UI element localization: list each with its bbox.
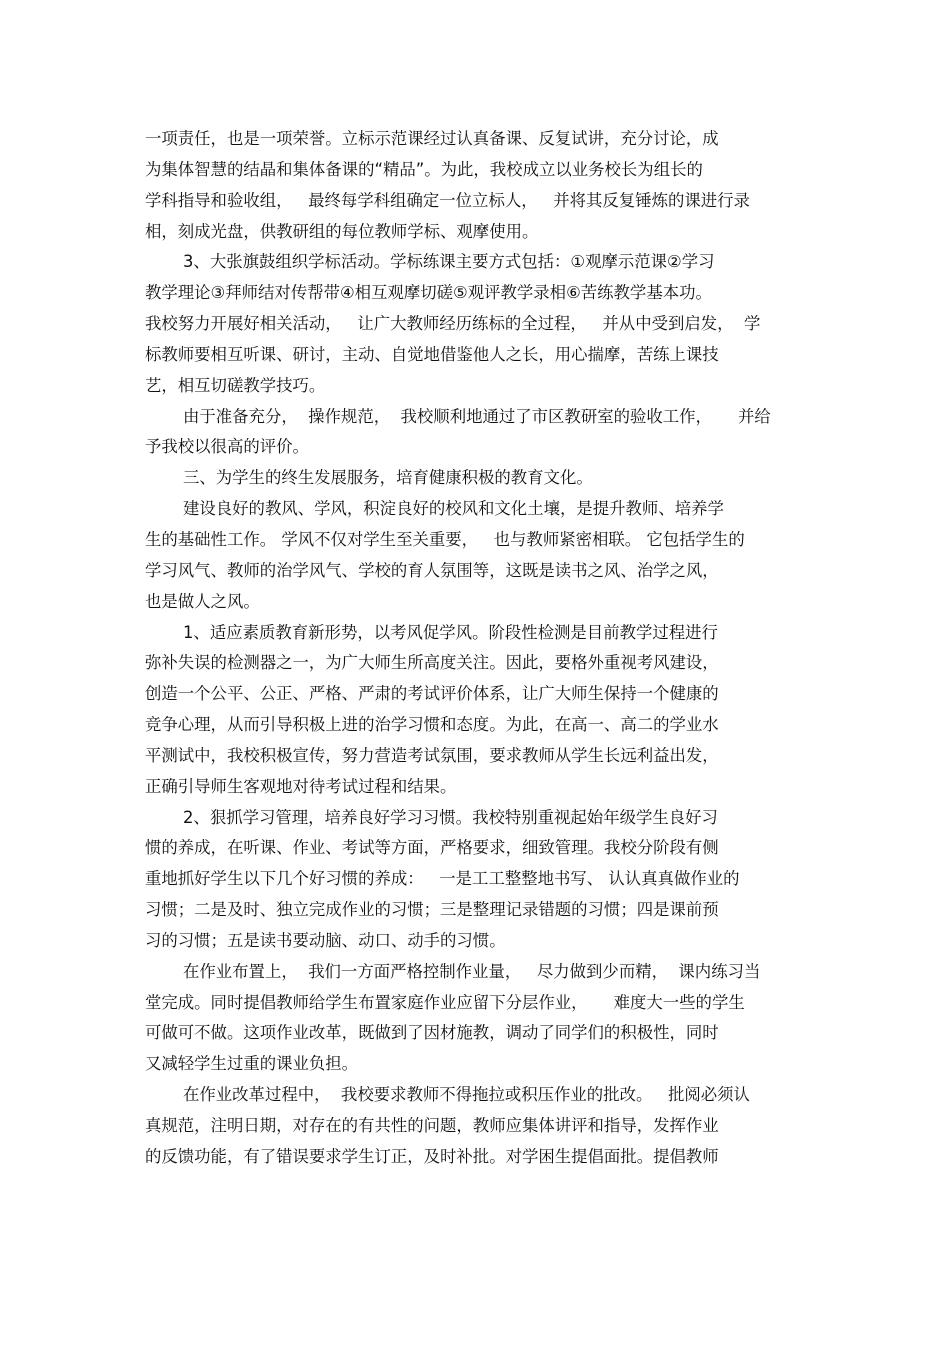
paragraph-first-line: 2、狠抓学习管理，培养良好学习习惯。我校特别重视起始年级学生良好习	[183, 807, 718, 827]
paragraph-first-line: 由于准备充分， 操作规范， 我校顺利地通过了市区教研室的验收工作， 并给	[183, 406, 771, 426]
text-line: 惯的养成，在听课、作业、考试等方面，严格要求，细致管理。我校分阶段有侧	[145, 838, 719, 858]
text-line: 重地抓好学生以下几个好习惯的养成： 一是工工整整地书写、 认认真真做作业的	[145, 869, 740, 889]
text-line: 弥补失误的检测器之一，为广大师生所高度关注。因此，要格外重视考风建设，	[145, 653, 719, 673]
text-line: 可做可不做。这项作业改革，既做到了因材施教，调动了同学们的积极性，同时	[145, 1023, 719, 1043]
paragraph-first-line: 在作业布置上， 我们一方面严格控制作业量， 尽力做到少而精， 课内练习当	[183, 961, 761, 981]
text-line: 生的基础性工作。 学风不仅对学生至关重要， 也与教师紧密相联。 它包括学生的	[145, 529, 745, 549]
text-line: 为集体智慧的结晶和集体备课的“精品”。为此，我校成立以业务校长为组长的	[145, 159, 703, 179]
paragraph-first-line: 建设良好的教风、学风，积淀良好的校风和文化土壤，是提升教师、培养学	[183, 499, 724, 519]
text-line: 标教师要相互听课、研讨，主动、自觉地借鉴他人之长，用心揣摩，苦练上课技	[145, 344, 719, 364]
text-line: 平测试中，我校积极宣传，努力营造考试氛围，要求教师从学生长远利益出发，	[145, 745, 719, 765]
paragraph-first-line: 三、为学生的终生发展服务，培育健康积极的教育文化。	[183, 468, 593, 488]
text-line: 竞争心理，从而引导积极上进的治学习惯和态度。为此，在高一、高二的学业水	[145, 715, 719, 735]
text-line: 习的习惯；五是读书要动脑、动口、动手的习惯。	[145, 930, 506, 950]
text-line: 又减轻学生过重的课业负担。	[145, 1054, 359, 1074]
text-line: 相，刻成光盘，供教研组的每位教师学标、观摩使用。	[145, 221, 539, 241]
text-line: 正确引导师生客观地对待考试过程和结果。	[145, 776, 457, 796]
text-line: 予我校以很高的评价。	[145, 437, 309, 457]
text-line: 一项责任，也是一项荣誉。立标示范课经过认真备课、反复试讲，充分讨论，成	[145, 129, 719, 148]
text-line: 的反馈功能，有了错误要求学生订正，及时补批。对学困生提倡面批。提倡教师	[145, 1146, 719, 1166]
text-line: 艺，相互切磋教学技巧。	[145, 375, 326, 395]
body-text	[145, 124, 815, 1173]
text-line: 创造一个公平、公正、严格、严肃的考试评价体系，让广大师生保持一个健康的	[145, 684, 719, 704]
text-line: 真规范，注明日期，对存在的有共性的问题，教师应集体讲评和指导，发挥作业	[145, 1116, 719, 1135]
text-line: 学科指导和验收组， 最终每学科组确定一位立标人， 并将其反复锤炼的课进行录	[145, 190, 750, 210]
paragraph-first-line: 3、大张旗鼓组织学标活动。学标练课主要方式包括：①观摩示范课②学习	[183, 252, 715, 272]
paragraph-first-line: 1、适应素质教育新形势，以考风促学风。阶段性检测是目前教学过程进行	[183, 622, 718, 642]
text-line: 教学理论③拜师结对传帮带④相互观摩切磋⑤观评教学录相⑥苦练教学基本功。	[145, 283, 712, 303]
text-line: 习惯；二是及时、独立完成作业的习惯；三是整理记录错题的习惯；四是课前预	[145, 900, 719, 920]
text-line: 我校努力开展好相关活动， 让广大教师经历练标的全过程， 并从中受到启发， 学	[145, 314, 761, 334]
text-line: 堂完成。同时提倡教师给学生布置家庭作业应留下分层作业， 难度大一些的学生	[145, 992, 745, 1012]
paragraph-first-line: 在作业改革过程中， 我校要求教师不得拖拉或积压作业的批改。 批阅必须认	[183, 1085, 750, 1105]
text-line: 也是做人之风。	[145, 591, 260, 611]
text-line: 学习风气、教师的治学风气、学校的育人氛围等，这既是读书之风、治学之风，	[145, 560, 719, 580]
